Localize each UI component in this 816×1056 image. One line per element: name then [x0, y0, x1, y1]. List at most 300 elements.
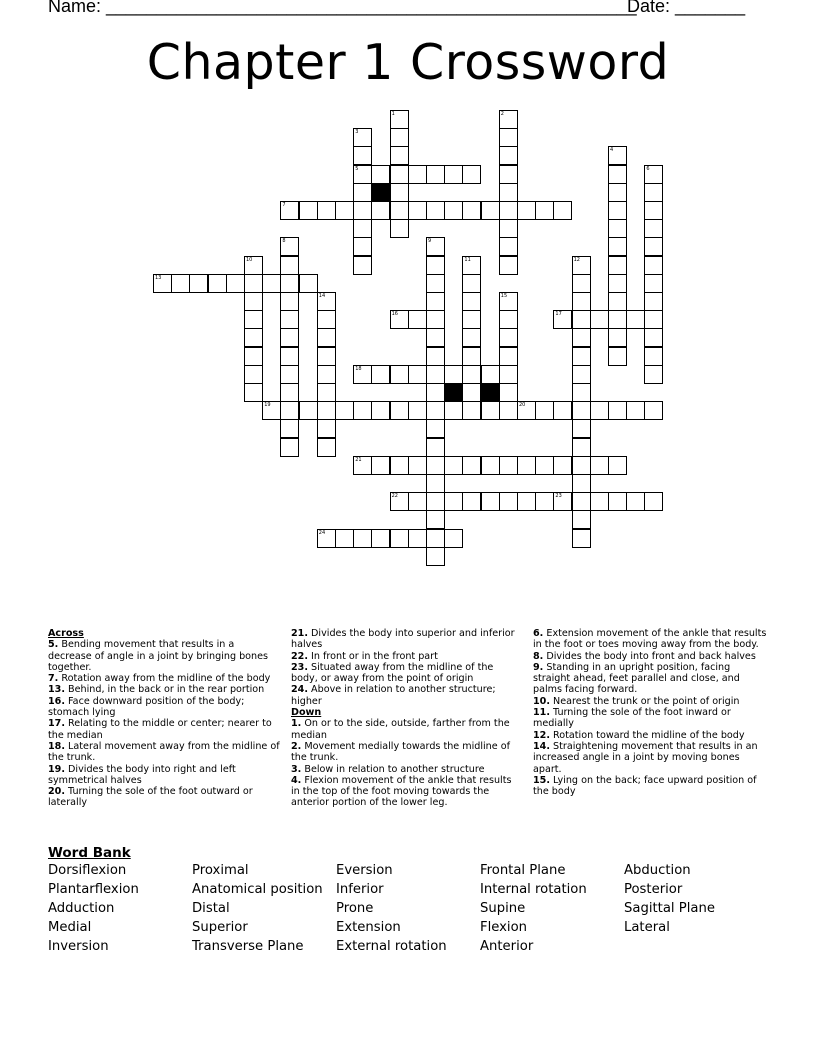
crossword-cell[interactable] [426, 510, 445, 529]
crossword-cell[interactable] [644, 365, 663, 384]
crossword-cell[interactable] [317, 438, 336, 457]
crossword-cell[interactable] [426, 347, 445, 366]
word-bank-item: Adduction [48, 901, 115, 916]
crossword-cell[interactable] [608, 183, 627, 202]
clue [533, 775, 769, 798]
clue [291, 764, 523, 775]
clue-text: Relating to the middle or center; nearer to the median [48, 718, 272, 741]
crossword-cell[interactable] [280, 274, 299, 293]
clue-number: 11. [533, 707, 550, 719]
crossword-cell[interactable] [280, 201, 299, 220]
crossword-cell[interactable] [317, 201, 336, 220]
crossword-cell[interactable] [353, 365, 372, 384]
crossword-cell[interactable] [426, 237, 445, 256]
crossword-cell[interactable] [481, 365, 500, 384]
crossword-cell[interactable] [408, 310, 427, 329]
date-line: _______ [675, 0, 746, 16]
crossword-cell[interactable] [626, 401, 645, 420]
crossword-cell[interactable] [499, 146, 518, 165]
crossword-cell[interactable] [371, 165, 390, 184]
crossword-cell[interactable] [462, 328, 481, 347]
crossword-cell[interactable] [426, 492, 445, 511]
clues-column-2 [291, 628, 523, 809]
crossword-cell[interactable] [590, 492, 609, 511]
clue-number: 20 [519, 402, 526, 409]
crossword-cell[interactable] [426, 328, 445, 347]
clue-number: 3 [355, 129, 359, 136]
crossword-cell[interactable] [572, 365, 591, 384]
crossword-cell[interactable] [353, 146, 372, 165]
crossword-cell[interactable] [481, 456, 500, 475]
clue-number: 22. [291, 650, 308, 662]
crossword-cell[interactable] [280, 383, 299, 402]
down-heading: Down [291, 707, 322, 719]
clue [291, 718, 523, 741]
crossword-cell[interactable] [608, 274, 627, 293]
crossword-cell[interactable] [499, 183, 518, 202]
crossword-cell[interactable] [226, 274, 245, 293]
clue-number: 9 [428, 238, 432, 245]
crossword-cell[interactable] [426, 456, 445, 475]
crossword-cell[interactable] [462, 383, 481, 402]
crossword-cell[interactable] [280, 401, 299, 420]
crossword-cell[interactable] [353, 237, 372, 256]
clue-text: Nearest the trunk or the point of origin [550, 695, 740, 707]
clue-number: 24. [291, 684, 308, 696]
crossword-cell[interactable] [426, 529, 445, 548]
crossword-cell[interactable] [499, 128, 518, 147]
crossword-cell[interactable] [444, 165, 463, 184]
word-bank-item: Sagittal Plane [624, 901, 715, 916]
clue [291, 651, 523, 662]
black-square [444, 383, 463, 402]
crossword-cell[interactable] [626, 492, 645, 511]
crossword-cell[interactable] [499, 310, 518, 329]
crossword-cell[interactable] [608, 165, 627, 184]
crossword-cell[interactable] [426, 365, 445, 384]
clue-number: 22 [391, 493, 398, 500]
crossword-cell[interactable] [590, 456, 609, 475]
crossword-cell[interactable] [280, 256, 299, 275]
crossword-cell[interactable] [499, 237, 518, 256]
crossword-cell[interactable] [462, 310, 481, 329]
crossword-cell[interactable] [462, 492, 481, 511]
crossword-cell[interactable] [608, 401, 627, 420]
across-heading: Across [48, 628, 84, 639]
crossword-cell[interactable] [280, 347, 299, 366]
crossword-cell[interactable] [189, 274, 208, 293]
crossword-cell[interactable] [499, 456, 518, 475]
clue-text: Turning the sole of the foot inward or medially [533, 707, 731, 730]
crossword-cell[interactable] [535, 201, 554, 220]
clue-number: 14. [533, 740, 550, 752]
crossword-cell[interactable] [572, 529, 591, 548]
clue-number: 20. [48, 786, 65, 798]
crossword-cell[interactable] [608, 146, 627, 165]
clue [48, 764, 280, 787]
crossword-cell[interactable] [608, 201, 627, 220]
crossword-cell[interactable] [317, 401, 336, 420]
clue-number: 17 [555, 311, 562, 318]
crossword-cell[interactable] [390, 146, 409, 165]
crossword-cell[interactable] [244, 347, 263, 366]
crossword-cell[interactable] [353, 256, 372, 275]
word-bank-item: External rotation [336, 939, 447, 954]
clue [48, 718, 280, 741]
crossword-cell[interactable] [535, 401, 554, 420]
crossword-cell[interactable] [426, 547, 445, 566]
crossword-cell[interactable] [444, 492, 463, 511]
crossword-cell[interactable] [390, 128, 409, 147]
crossword-cell[interactable] [426, 419, 445, 438]
clue-number: 6. [533, 628, 544, 639]
crossword-cell[interactable] [317, 328, 336, 347]
crossword-cell[interactable] [353, 165, 372, 184]
crossword-cell[interactable] [608, 310, 627, 329]
crossword-cell[interactable] [408, 492, 427, 511]
crossword-cell[interactable] [572, 383, 591, 402]
clue-number: 2 [500, 111, 504, 117]
crossword-cell[interactable] [644, 256, 663, 275]
crossword-cell[interactable] [371, 529, 390, 548]
clue [291, 628, 523, 651]
word-bank-item: Posterior [624, 882, 683, 897]
word-bank-item: Prone [336, 901, 374, 916]
word-bank-item: Medial [48, 920, 92, 935]
crossword-cell[interactable] [499, 328, 518, 347]
clue-text: Rotation toward the midline of the body [550, 729, 745, 741]
word-bank-item: Abduction [624, 863, 691, 878]
crossword-cell[interactable] [390, 365, 409, 384]
crossword-cell[interactable] [408, 456, 427, 475]
crossword-cell[interactable] [608, 292, 627, 311]
crossword-cell[interactable] [244, 365, 263, 384]
crossword-cell[interactable] [426, 165, 445, 184]
clue-number: 4 [610, 147, 614, 154]
crossword-cell[interactable] [499, 256, 518, 275]
crossword-cell[interactable] [572, 310, 591, 329]
crossword-cell[interactable] [644, 274, 663, 293]
crossword-cell[interactable] [499, 365, 518, 384]
clue-number: 15 [500, 293, 508, 299]
crossword-cell[interactable] [353, 128, 372, 147]
clue-number: 6 [646, 165, 650, 172]
clue-number: 12. [533, 729, 550, 741]
crossword-cell[interactable] [426, 383, 445, 402]
crossword-cell[interactable] [426, 292, 445, 311]
crossword-cell[interactable] [590, 310, 609, 329]
crossword-cell[interactable] [553, 492, 572, 511]
clue-text: Extension movement of the ankle that results in the foot or toes moving away from the body. [533, 628, 767, 651]
crossword-cell[interactable] [644, 492, 663, 511]
crossword-cell[interactable] [481, 201, 500, 220]
clue-text: Rotation away from the midline of the body [58, 673, 271, 685]
crossword-cell[interactable] [390, 165, 409, 184]
crossword-cell[interactable] [608, 256, 627, 275]
crossword-cell[interactable] [572, 474, 591, 493]
crossword-cell[interactable] [535, 492, 554, 511]
crossword-cell[interactable] [572, 419, 591, 438]
crossword-cell[interactable] [408, 165, 427, 184]
crossword-cell[interactable] [535, 456, 554, 475]
crossword-cell[interactable] [353, 183, 372, 202]
crossword-cell[interactable] [353, 219, 372, 238]
crossword-cell[interactable] [462, 456, 481, 475]
crossword-cell[interactable] [499, 492, 518, 511]
crossword-cell[interactable] [644, 347, 663, 366]
clue-number: 10 [246, 256, 253, 263]
clue-number: 18 [355, 365, 362, 372]
clue-number: 3. [291, 763, 302, 775]
crossword-cell[interactable] [462, 165, 481, 184]
clue [533, 741, 769, 775]
word-bank-item: Proximal [192, 863, 249, 878]
crossword-cell[interactable] [153, 274, 172, 293]
clue-text: Behind, in the back or in the rear portion [65, 684, 265, 696]
crossword-cell[interactable] [280, 310, 299, 329]
crossword-cell[interactable] [644, 401, 663, 420]
crossword-cell[interactable] [317, 383, 336, 402]
crossword-cell[interactable] [462, 201, 481, 220]
crossword-cell[interactable] [572, 510, 591, 529]
crossword-cell[interactable] [499, 201, 518, 220]
crossword-cell[interactable] [572, 292, 591, 311]
crossword-cell[interactable] [171, 274, 190, 293]
clue-number: 7. [48, 673, 59, 685]
crossword-cell[interactable] [644, 165, 663, 184]
name-line: _____________________________________________________ [106, 0, 637, 16]
crossword-cell[interactable] [462, 256, 481, 275]
page-title: Chapter 1 Crossword [146, 34, 670, 91]
crossword-cell[interactable] [280, 292, 299, 311]
crossword-cell[interactable] [390, 310, 409, 329]
clue-text: In front or in the front part [308, 650, 438, 662]
crossword-cell[interactable] [572, 256, 591, 275]
crossword-cell[interactable] [408, 529, 427, 548]
crossword-cell[interactable] [572, 456, 591, 475]
crossword-cell[interactable] [444, 401, 463, 420]
crossword-cell[interactable] [262, 274, 281, 293]
clue [533, 730, 769, 741]
clue [48, 741, 280, 764]
clue-text: Standing in an upright position, facing straight ahead, feet parallel and close, and palms facing forward. [533, 661, 740, 696]
word-bank-item: Plantarflexion [48, 882, 139, 897]
date-label: Date: [627, 0, 671, 16]
crossword-cell[interactable] [444, 529, 463, 548]
crossword-cell[interactable] [426, 401, 445, 420]
crossword-cell[interactable] [553, 456, 572, 475]
crossword-cell[interactable] [462, 347, 481, 366]
word-bank-item: Dorsiflexion [48, 863, 127, 878]
crossword-cell[interactable] [390, 401, 409, 420]
crossword-cell[interactable] [371, 456, 390, 475]
crossword-cell[interactable] [244, 256, 263, 275]
word-bank-item: Superior [192, 920, 248, 935]
clue-number: 8 [282, 238, 286, 245]
black-square [371, 183, 390, 202]
crossword-cell[interactable] [553, 401, 572, 420]
crossword-cell[interactable] [462, 292, 481, 311]
crossword-cell[interactable] [608, 492, 627, 511]
crossword-cell[interactable] [644, 328, 663, 347]
crossword-cell[interactable] [517, 456, 536, 475]
clue-text: Below in relation to another structure [301, 763, 485, 775]
clue-text: Flexion movement of the ankle that results in the top of the foot moving towards the anterior portion of the lower leg. [291, 774, 512, 809]
crossword-cell[interactable] [335, 529, 354, 548]
clue-number: 19. [48, 763, 65, 775]
crossword-cell[interactable] [390, 201, 409, 220]
crossword-cell[interactable] [426, 438, 445, 457]
word-bank-item: Frontal Plane [480, 863, 566, 878]
crossword-cell[interactable] [644, 310, 663, 329]
crossword-cell[interactable] [572, 328, 591, 347]
crossword-cell[interactable] [317, 310, 336, 329]
crossword-cell[interactable] [572, 401, 591, 420]
crossword-cell[interactable] [262, 401, 281, 420]
clue [48, 684, 280, 695]
clue-text: Divides the body into superior and inferior halves [291, 628, 515, 651]
crossword-cell[interactable] [444, 201, 463, 220]
crossword-cell[interactable] [572, 274, 591, 293]
clue-number: 10. [533, 695, 550, 707]
crossword-cell[interactable] [499, 292, 518, 311]
crossword-cell[interactable] [572, 438, 591, 457]
crossword-cell[interactable] [499, 347, 518, 366]
crossword-cell[interactable] [644, 183, 663, 202]
crossword-cell[interactable] [390, 219, 409, 238]
crossword-cell[interactable] [371, 365, 390, 384]
crossword-cell[interactable] [462, 365, 481, 384]
clue [291, 741, 523, 764]
clue-number: 11 [464, 256, 471, 263]
crossword-cell[interactable] [317, 419, 336, 438]
crossword-cell[interactable] [553, 310, 572, 329]
clue-number: 16. [48, 695, 65, 707]
crossword-cell[interactable] [608, 347, 627, 366]
crossword-cell[interactable] [280, 365, 299, 384]
clue [48, 673, 280, 684]
crossword-cell[interactable] [444, 456, 463, 475]
crossword-cell[interactable] [390, 183, 409, 202]
clue [291, 662, 523, 685]
crossword-cell[interactable] [244, 274, 263, 293]
crossword-cell[interactable] [499, 110, 518, 129]
crossword-cell[interactable] [299, 401, 318, 420]
crossword-cell[interactable] [317, 529, 336, 548]
crossword-cell[interactable] [353, 201, 372, 220]
clue-number: 17. [48, 718, 65, 730]
crossword-cell[interactable] [426, 310, 445, 329]
crossword-cell[interactable] [644, 237, 663, 256]
clue-text: Bending movement that results in a decrease of angle in a joint by bringing bones together. [48, 639, 269, 673]
crossword-cell[interactable] [280, 237, 299, 256]
crossword-cell[interactable] [408, 365, 427, 384]
crossword-cell[interactable] [353, 456, 372, 475]
crossword-cell[interactable] [353, 401, 372, 420]
crossword-cell[interactable] [317, 292, 336, 311]
crossword-cell[interactable] [517, 201, 536, 220]
clue [48, 786, 280, 809]
crossword-cell[interactable] [280, 328, 299, 347]
clue-number: 8. [533, 650, 544, 662]
crossword-cell[interactable] [390, 492, 409, 511]
crossword-cell[interactable] [208, 274, 227, 293]
crossword-cell[interactable] [644, 219, 663, 238]
clue [291, 775, 523, 809]
crossword-cell[interactable] [608, 328, 627, 347]
clue-number: 12 [573, 256, 580, 263]
crossword-cell[interactable] [335, 401, 354, 420]
crossword-cell[interactable] [244, 292, 263, 311]
word-bank-item: Anterior [480, 939, 534, 954]
crossword-cell[interactable] [608, 219, 627, 238]
crossword-cell[interactable] [499, 401, 518, 420]
crossword-cell[interactable] [426, 474, 445, 493]
clue-number: 2. [291, 740, 302, 752]
crossword-cell[interactable] [335, 201, 354, 220]
crossword-cell[interactable] [317, 347, 336, 366]
crossword-cell[interactable] [299, 274, 318, 293]
crossword-cell[interactable] [390, 529, 409, 548]
crossword-cell[interactable] [517, 492, 536, 511]
crossword-cell[interactable] [390, 110, 409, 129]
crossword-cell[interactable] [608, 456, 627, 475]
crossword-cell[interactable] [317, 365, 336, 384]
crossword-cell[interactable] [572, 347, 591, 366]
crossword-cell[interactable] [299, 201, 318, 220]
crossword-cell[interactable] [280, 419, 299, 438]
crossword-cell[interactable] [408, 401, 427, 420]
crossword-cell[interactable] [426, 256, 445, 275]
crossword-cell[interactable] [244, 310, 263, 329]
crossword-cell[interactable] [499, 219, 518, 238]
crossword-cell[interactable] [644, 201, 663, 220]
crossword-cell[interactable] [280, 438, 299, 457]
crossword-cell[interactable] [517, 401, 536, 420]
crossword-cell[interactable] [626, 310, 645, 329]
crossword-cell[interactable] [553, 201, 572, 220]
crossword-cell[interactable] [353, 529, 372, 548]
crossword-cell[interactable] [408, 201, 427, 220]
clue-number: 7 [282, 202, 286, 208]
clue-number: 24 [318, 529, 326, 536]
crossword-cell[interactable] [462, 401, 481, 420]
crossword-cell[interactable] [371, 401, 390, 420]
crossword-cell[interactable] [608, 237, 627, 256]
crossword-cell[interactable] [644, 292, 663, 311]
crossword-cell[interactable] [590, 401, 609, 420]
crossword-cell[interactable] [244, 383, 263, 402]
crossword-cell[interactable] [426, 274, 445, 293]
clue-text: On or to the side, outside, farther from the median [291, 718, 510, 741]
crossword-cell[interactable] [572, 492, 591, 511]
crossword-cell[interactable] [390, 456, 409, 475]
crossword-cell[interactable] [426, 201, 445, 220]
clues-column-1 [48, 628, 280, 809]
crossword-cell[interactable] [462, 274, 481, 293]
clue-number: 4. [291, 774, 302, 786]
crossword-cell[interactable] [244, 328, 263, 347]
crossword-cell[interactable] [481, 401, 500, 420]
crossword-cell[interactable] [481, 492, 500, 511]
crossword-cell[interactable] [371, 201, 390, 220]
clue [533, 628, 769, 651]
word-bank-item: Inversion [48, 939, 109, 954]
crossword-cell[interactable] [499, 383, 518, 402]
crossword-cell[interactable] [444, 365, 463, 384]
crossword-cell[interactable] [499, 165, 518, 184]
clue-number: 21. [291, 628, 308, 639]
